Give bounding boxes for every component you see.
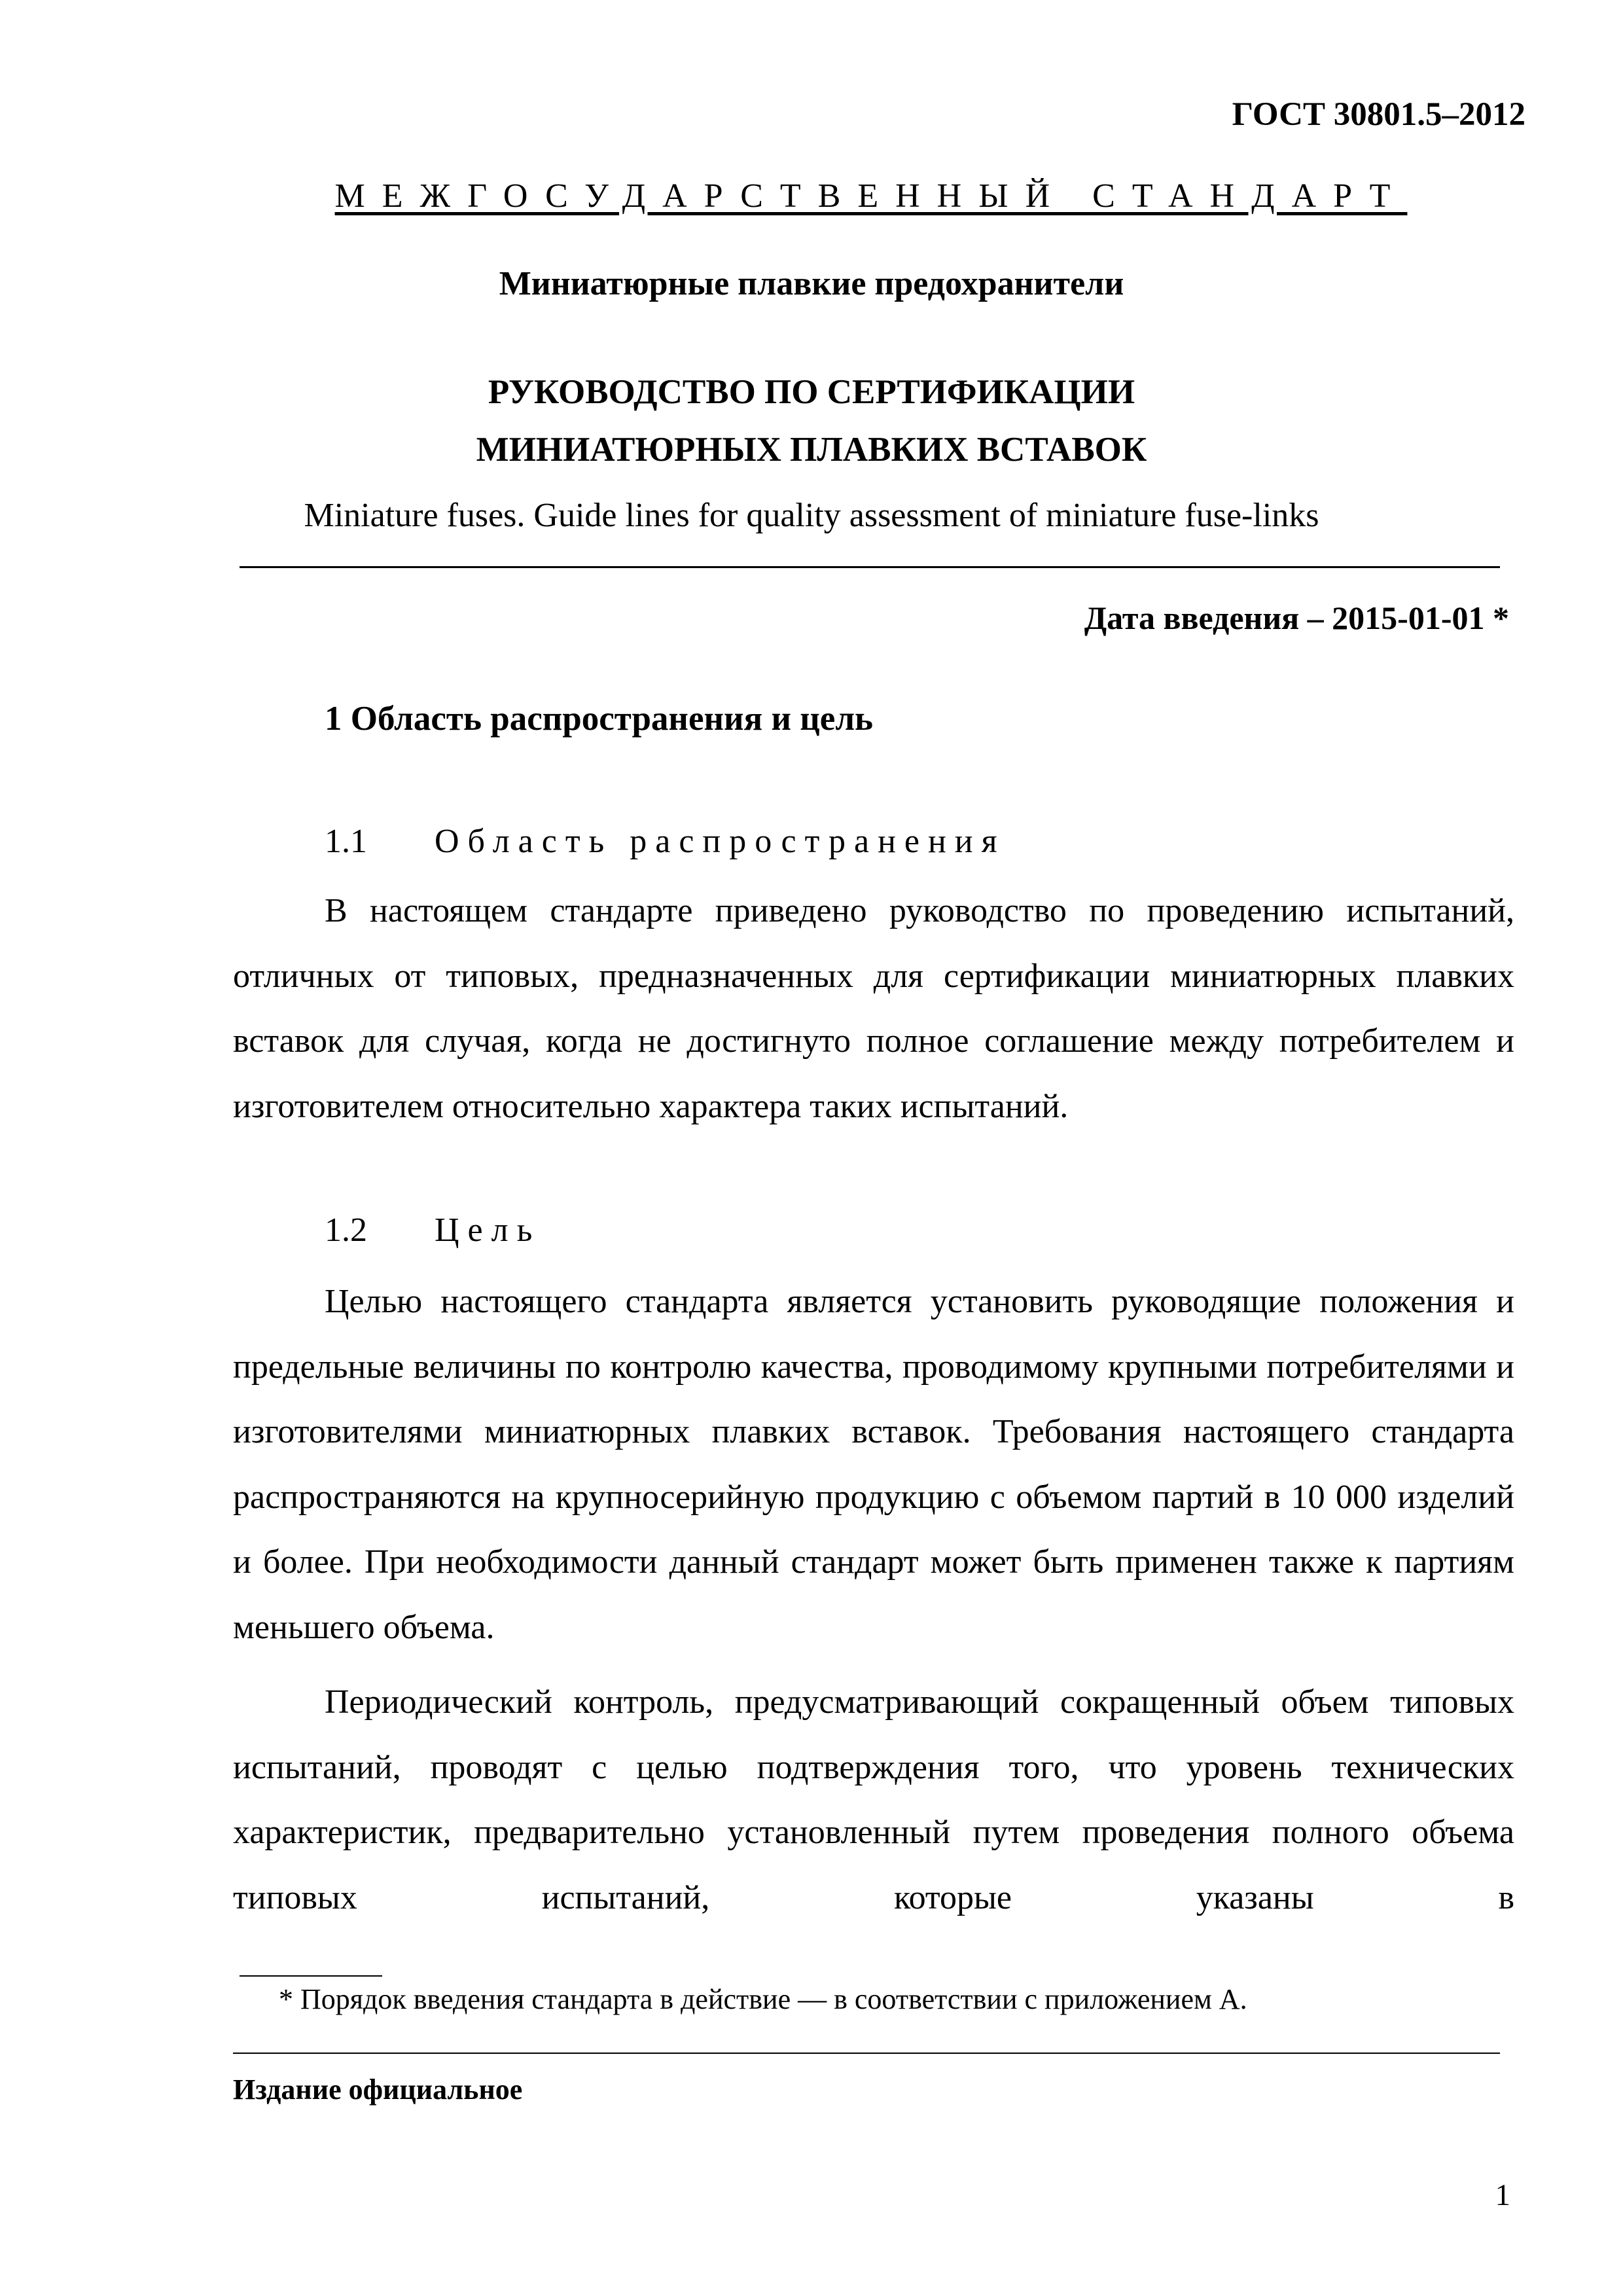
introduction-date: Дата введения – 2015-01-01 *: [1084, 600, 1509, 636]
page-number: 1: [1495, 2178, 1510, 2212]
standard-type-heading: МЕЖГОСУДАРСТВЕННЫЙ СТАНДАРТ: [334, 177, 1408, 215]
subsection-1-1-number: 1.1: [325, 823, 367, 860]
document-code: ГОСТ 30801.5–2012: [1232, 96, 1525, 133]
document-title-line-1: РУКОВОДСТВО ПО СЕРТИФИКАЦИИ: [488, 373, 1135, 411]
section-1-heading: 1 Область распространения и цель: [325, 700, 874, 738]
subsection-1-2-heading: [325, 1211, 541, 1249]
footer-divider: [233, 2053, 1500, 2054]
subsection-1-2-paragraph-1: Целью настоящего стандарта является установить руководящие положения и предельные величины по контролю качества, проводимому крупными потребителями и изготовителями миниатюрных плавких вставок. Требования настоящего стандарта распространяются на крупносерийную продукцию с объемом партий в 10 000 изделий и более. При необходимости данный стандарт может быть применен также к партиям меньшего объема.: [233, 1283, 1514, 1646]
subsection-1-1-paragraph: В настоящем стандарте приведено руководство по проведению испытаний, отличных от типовых, предназначенных для сертификации миниатюрных плавких вставок для случая, когда не достигнуто полное соглашение между потребителем и изготовителем относительно характера таких испытаний.: [233, 892, 1514, 1125]
title-divider: [240, 566, 1500, 568]
document-subtitle: Миниатюрные плавкие предохранители: [499, 265, 1124, 302]
subsection-1-2-title: Цель: [435, 1211, 541, 1249]
edition-label: Издание официальное: [233, 2073, 523, 2106]
subsection-1-2-paragraph-2: Периодический контроль, предусматривающий сокращенный объем типовых испытаний, проводят с целью подтверждения того, что уровень технических характеристик, предварительно установленный путем проведения полного объема типовых испытаний, которые указаны в: [233, 1683, 1514, 1916]
footnote-separator: [240, 1975, 382, 1977]
document-title: [0, 363, 1623, 478]
subsection-1-1-title: Область распространения: [435, 823, 1006, 860]
subsection-1-2-number: 1.2: [325, 1211, 367, 1249]
subsection-1-1-heading: [325, 822, 1006, 861]
english-title: Miniature fuses. Guide lines for quality assessment of miniature fuse-links: [304, 497, 1319, 534]
footnote: * Порядок введения стандарта в действие — в соответствии с приложением А.: [279, 1983, 1247, 2015]
document-title-line-2: МИНИАТЮРНЫХ ПЛАВКИХ ВСТАВОК: [476, 431, 1147, 469]
